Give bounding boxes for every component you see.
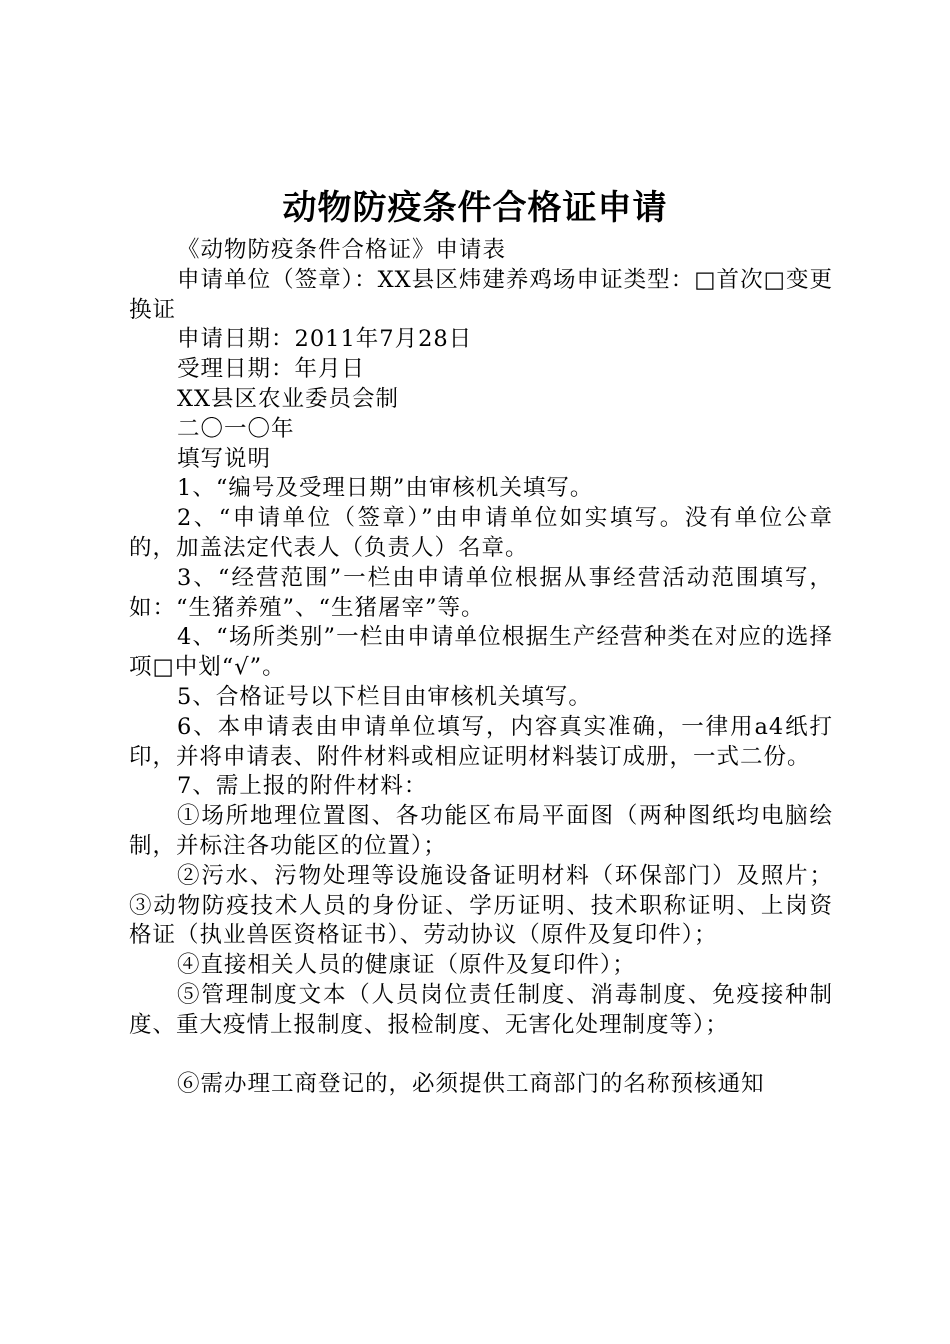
paragraph-year: 二〇一〇年 bbox=[177, 415, 295, 442]
document-body bbox=[129, 236, 833, 1100]
paragraph-attachment-5: ⑤管理制度文本（人员岗位责任制度、消毒制度、免疫接种制度、重大疫情上报制度、报检制度、无害化处理制度等）； bbox=[129, 981, 833, 1038]
paragraph-attachment-2-3: ②污水、污物处理等设施设备证明材料（环保部门）及照片；③动物防疫技术人员的身份证、学历证明、技术职称证明、上岗资格证（执业兽医资格证书）、劳动协议（原件及复印件）； bbox=[129, 862, 833, 949]
paragraph-attachment-4: ④直接相关人员的健康证（原件及复印件）； bbox=[177, 952, 636, 979]
paragraph-attachment-6: ⑥需办理工商登记的，必须提供工商部门的名称预核通知 bbox=[177, 1071, 765, 1098]
paragraph-instruction-6: 6、本申请表由申请单位填写，内容真实准确，一律用a4纸打印，并将申请表、附件材料或相应证明材料装订成册，一式二份。 bbox=[129, 713, 833, 770]
paragraph-applicant: 申请单位（签章）：XX县区炜建养鸡场申证类型：□首次□变更换证 bbox=[129, 266, 833, 323]
document-title: 动物防疫条件合格证申请 bbox=[282, 188, 668, 228]
paragraph-form-name: 《动物防疫条件合格证》申请表 bbox=[177, 237, 507, 263]
paragraph-instruction-1: 1、“编号及受理日期”由审核机关填写。 bbox=[177, 475, 594, 502]
paragraph-instruction-5: 5、合格证号以下栏目由审核机关填写。 bbox=[177, 683, 592, 710]
paragraph-instruction-3: 3、“经营范围”一栏由申请单位根据从事经营活动范围填写，如：“生猪养殖”、“生猪屠宰”等。 bbox=[129, 564, 833, 621]
paragraph-instruction-2: 2、“申请单位（签章）”由申请单位如实填写。没有单位公章的，加盖法定代表人（负责人）名章。 bbox=[129, 505, 833, 561]
paragraph-accept-date: 受理日期：年月日 bbox=[177, 356, 366, 383]
paragraph-issuer: XX县区农业委员会制 bbox=[177, 385, 400, 412]
paragraph-attachment-1: ①场所地理位置图、各功能区布局平面图（两种图纸均电脑绘制，并标注各功能区的位置）； bbox=[129, 803, 833, 859]
paragraph-instructions-heading: 填写说明 bbox=[177, 445, 272, 472]
paragraph-apply-date: 申请日期：2011年7月28日 bbox=[177, 326, 473, 353]
paragraph-instruction-7: 7、需上报的附件材料： bbox=[177, 773, 428, 800]
paragraph-instruction-4: 4、“场所类别”一栏由申请单位根据生产经营种类在对应的选择项□中划“√”。 bbox=[129, 624, 833, 681]
